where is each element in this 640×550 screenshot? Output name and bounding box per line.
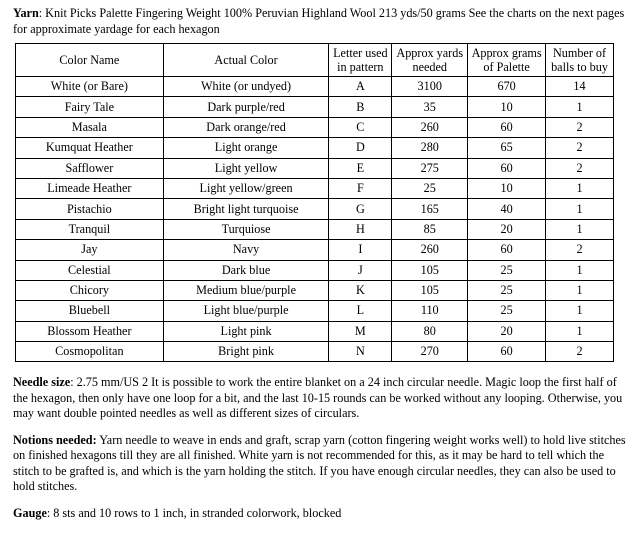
- header-actual-color: Actual Color: [163, 44, 329, 77]
- cell-actual-color: Turquiose: [163, 219, 329, 239]
- cell-actual-color: White (or undyed): [163, 77, 329, 97]
- cell-color-name: Safflower: [16, 158, 164, 178]
- cell-balls: 1: [546, 178, 614, 198]
- table-row: [16, 301, 614, 321]
- cell-actual-color: Light pink: [163, 321, 329, 341]
- yarn-color-table: [15, 43, 614, 362]
- gauge-paragraph: [13, 506, 627, 522]
- cell-grams: 60: [468, 240, 546, 260]
- table-row: [16, 260, 614, 280]
- table-row: [16, 77, 614, 97]
- notions-text: Yarn needle to weave in ends and graft, scrap yarn (cotton fingering weight works well) to hold live stitches on finished hexagons till they are all finished. White yarn is not recommended for this, as it may be hard to tell which the stitch to be grafted is, and which is the yarn holding the stitch. If you have enough circular needles, they can also be used to hold stitches.: [13, 432, 626, 494]
- table-row: [16, 117, 614, 137]
- gauge-label: Gauge: [13, 505, 47, 520]
- cell-grams: 20: [468, 321, 546, 341]
- cell-yards: 35: [392, 97, 468, 117]
- table-row: [16, 219, 614, 239]
- cell-letter: F: [329, 178, 392, 198]
- cell-balls: 2: [546, 158, 614, 178]
- gauge-text: : 8 sts and 10 rows to 1 inch, in stranded colorwork, blocked: [46, 505, 342, 520]
- cell-actual-color: Bright light turquoise: [163, 199, 329, 219]
- table-row: [16, 178, 614, 198]
- cell-color-name: Fairy Tale: [16, 97, 164, 117]
- needle-size-paragraph: [13, 375, 627, 422]
- cell-actual-color: Bright pink: [163, 342, 329, 362]
- cell-yards: 85: [392, 219, 468, 239]
- cell-grams: 60: [468, 158, 546, 178]
- cell-yards: 3100: [392, 77, 468, 97]
- yarn-label: Yarn: [13, 6, 39, 20]
- cell-grams: 60: [468, 342, 546, 362]
- cell-letter: B: [329, 97, 392, 117]
- cell-yards: 25: [392, 178, 468, 198]
- header-letter: Letter used in pattern: [329, 44, 392, 77]
- cell-balls: 2: [546, 117, 614, 137]
- cell-balls: 1: [546, 199, 614, 219]
- cell-balls: 2: [546, 342, 614, 362]
- cell-color-name: Limeade Heather: [16, 178, 164, 198]
- cell-balls: 1: [546, 280, 614, 300]
- cell-letter: C: [329, 117, 392, 137]
- cell-actual-color: Light orange: [163, 138, 329, 158]
- table-row: [16, 342, 614, 362]
- cell-actual-color: Medium blue/purple: [163, 280, 329, 300]
- table-row: [16, 199, 614, 219]
- table-row: [16, 240, 614, 260]
- header-grams: Approx grams of Palette: [468, 44, 546, 77]
- cell-grams: 670: [468, 77, 546, 97]
- table-row: [16, 280, 614, 300]
- cell-color-name: Chicory: [16, 280, 164, 300]
- cell-grams: 20: [468, 219, 546, 239]
- cell-letter: M: [329, 321, 392, 341]
- cell-balls: 1: [546, 97, 614, 117]
- cell-yards: 275: [392, 158, 468, 178]
- cell-color-name: Celestial: [16, 260, 164, 280]
- header-color-name: Color Name: [16, 44, 164, 77]
- table-row: [16, 158, 614, 178]
- cell-grams: 25: [468, 260, 546, 280]
- cell-color-name: Pistachio: [16, 199, 164, 219]
- cell-yards: 105: [392, 280, 468, 300]
- cell-balls: 2: [546, 240, 614, 260]
- cell-letter: L: [329, 301, 392, 321]
- cell-yards: 110: [392, 301, 468, 321]
- cell-grams: 10: [468, 178, 546, 198]
- cell-color-name: Masala: [16, 117, 164, 137]
- cell-balls: 1: [546, 301, 614, 321]
- cell-actual-color: Dark orange/red: [163, 117, 329, 137]
- cell-color-name: Tranquil: [16, 219, 164, 239]
- cell-letter: K: [329, 280, 392, 300]
- cell-yards: 80: [392, 321, 468, 341]
- cell-color-name: Cosmopolitan: [16, 342, 164, 362]
- cell-balls: 1: [546, 219, 614, 239]
- cell-grams: 60: [468, 117, 546, 137]
- cell-grams: 10: [468, 97, 546, 117]
- document-page: [13, 6, 627, 521]
- table-row: [16, 97, 614, 117]
- table-row: [16, 138, 614, 158]
- cell-balls: 1: [546, 321, 614, 341]
- cell-grams: 40: [468, 199, 546, 219]
- cell-color-name: Blossom Heather: [16, 321, 164, 341]
- needle-size-label: Needle size: [13, 375, 71, 390]
- cell-balls: 14: [546, 77, 614, 97]
- cell-actual-color: Dark purple/red: [163, 97, 329, 117]
- cell-letter: H: [329, 219, 392, 239]
- notions-label: Notions needed:: [13, 432, 97, 447]
- cell-letter: G: [329, 199, 392, 219]
- cell-yards: 260: [392, 240, 468, 260]
- cell-color-name: Bluebell: [16, 301, 164, 321]
- cell-yards: 105: [392, 260, 468, 280]
- cell-balls: 2: [546, 138, 614, 158]
- yarn-paragraph: [13, 6, 627, 37]
- cell-actual-color: Dark blue: [163, 260, 329, 280]
- cell-balls: 1: [546, 260, 614, 280]
- cell-grams: 25: [468, 301, 546, 321]
- cell-yards: 165: [392, 199, 468, 219]
- cell-letter: N: [329, 342, 392, 362]
- cell-actual-color: Light blue/purple: [163, 301, 329, 321]
- needle-size-text: : 2.75 mm/US 2 It is possible to work the entire blanket on a 24 inch circular needle. Magic loop the first half of the hexagon, then only have one loop for a bit, and the last 10-15 rounds can be worked without any looping. Otherwise, you may want double pointed needles as well as different sizes of circulars.: [13, 375, 623, 421]
- cell-letter: A: [329, 77, 392, 97]
- cell-grams: 25: [468, 280, 546, 300]
- cell-letter: D: [329, 138, 392, 158]
- table-row: [16, 321, 614, 341]
- yarn-text: : Knit Picks Palette Fingering Weight 100% Peruvian Highland Wool 213 yds/50 grams See the charts on the next pages for approximate yardage for each hexagon: [13, 6, 625, 36]
- cell-grams: 65: [468, 138, 546, 158]
- cell-actual-color: Light yellow: [163, 158, 329, 178]
- cell-actual-color: Navy: [163, 240, 329, 260]
- cell-yards: 280: [392, 138, 468, 158]
- cell-color-name: White (or Bare): [16, 77, 164, 97]
- header-yards: Approx yards needed: [392, 44, 468, 77]
- header-balls: Number of balls to buy: [546, 44, 614, 77]
- cell-yards: 270: [392, 342, 468, 362]
- table-header-row: [16, 44, 614, 77]
- cell-actual-color: Light yellow/green: [163, 178, 329, 198]
- cell-yards: 260: [392, 117, 468, 137]
- cell-letter: E: [329, 158, 392, 178]
- cell-color-name: Kumquat Heather: [16, 138, 164, 158]
- cell-color-name: Jay: [16, 240, 164, 260]
- cell-letter: I: [329, 240, 392, 260]
- cell-letter: J: [329, 260, 392, 280]
- notions-paragraph: [13, 433, 627, 495]
